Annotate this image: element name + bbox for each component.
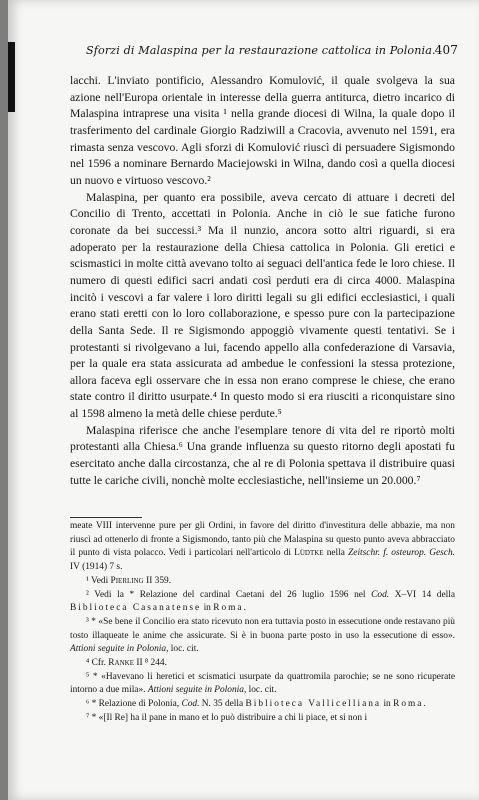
footnote-text: .	[243, 603, 246, 614]
city-name: Roma	[393, 699, 424, 710]
footnote-rule	[70, 517, 142, 518]
footnotes	[70, 520, 455, 726]
author-name: Ranke	[108, 658, 134, 669]
footnote-text: X–VI 14 della	[389, 589, 455, 600]
footnote-3	[70, 616, 455, 657]
footnote-6	[70, 698, 455, 712]
footnote-text: ³ * «Se bene il Concilio era stato ricevuto non era tuttavia posto in essecutione onde restavano più tosto illaqueate le anime che assicurate. Si è in buona parte posto in uso la essecutione di esso».	[70, 616, 455, 641]
book-page	[8, 0, 479, 800]
footnote-text: loc. cit.	[246, 685, 277, 696]
paragraph-3: Malaspina riferisce che anche l'esemplare tenore di vita del re riportò molti protestanti alla Chiesa.⁶ Una grande influenza su questo ritorno degli apostati fu esercitato anche dalla circostanza, che al re di Polonia spettava il distribuire quasi tutte le cariche civili, nonchè molte ecclesiastiche, nell'insieme un 20.000.⁷	[70, 423, 455, 487]
footnote-text: in	[201, 603, 214, 614]
footnote-text: meate VIII intervenne pure per gli Ordini, in favore del diritto d'investitura delle abbazie, ma non riuscì ad ottenerlo di fronte a Sigismondo, tanto più che Malaspina su questo punto aveva abbracciato il punto di vista polacco. Vedi i particolari nell'articolo di	[70, 521, 455, 559]
footnote-text: loc. cit.	[168, 644, 199, 655]
footnote-text: ⁴ Cfr.	[86, 658, 109, 669]
footnote-4	[70, 657, 455, 671]
footnote-text: IV (1914) 7 s.	[70, 562, 123, 573]
paragraph-2: Malaspina, per quanto era possibile, aveva cercato di attuare i decreti del Concilio di Trento, accettati in Polonia. Anche in ciò le sue fatiche furono coronate da bei successi.³ Ma il nunzio, ancora sotto altri riguardi, si era adoperato per la restaurazione della Chiesa cattolica in Polonia. Gli eretici e scismastici in molte città avevano tolto ai seguaci dell'antica fede le loro chiese. Il numero di questi edifici sacri andati così perduti era di circa 4000. Malaspina incitò i vescovi a far valere i loro diritti legali su gli edifici ecclesiastici, i quali erano stati eretti con lo loro collaborazione, e spesso pure con la partecipazione della Santa Sede. Il re Sigismondo appoggiò vivamente questi tentativi. Se i protestanti si rivolgevano a lui, facendo appello alla confederazione di Varsavia, per la quale era stata assicurata ad ambedue le confessioni la stessa protezione, allora faceva egli osservare che in essa non erano comprese le chiese, che erano state contro il diritto usurpate.⁴ In questo modo si era riusciti a riconquistare sino al 1598 almeno la metà delle chiese perdute.⁵	[70, 190, 455, 421]
page-number: 407	[434, 43, 458, 57]
footnote-text: II 359.	[143, 575, 172, 586]
paragraph-1: lacchi. L'inviato pontificio, Alessandro Komulović, il quale svolgeva la sua azione nell'Europa orientale in interesse della guerra antiturca, dietro incarico di Malaspina intraprese una visita ¹ nella grande diocesi di Wilna, la quale dopo il trasferimento del cardinale Giorgio Radziwill a Cracovia, avvenuto nel 1591, era rimasta senza vescovo. Agli sforzi di Komulović riuscì di persuadere Sigismondo nel 1596 a nominare Bernardo Maciejowski in Wilna, dando così a quella diocesi un nuovo e virtuoso vescovo.²	[70, 74, 455, 187]
page-edge-mark	[8, 42, 15, 112]
city-name: Roma	[213, 603, 244, 614]
codex-label: Cod.	[371, 589, 390, 600]
footnote-text: .	[423, 699, 426, 710]
library-name: Biblioteca Vallicelliana	[245, 699, 382, 710]
footnote-text: ⁶ * Relazione di Polonia,	[86, 699, 182, 710]
footnote-text: ² Vedi la * Relazione del cardinal Caetani del 26 luglio 1596 nel	[86, 589, 372, 600]
footnote-text: ¹ Vedi	[86, 575, 111, 586]
footnote-5	[70, 671, 455, 698]
author-name: Lüdtke	[294, 548, 324, 559]
footnote-text: in	[381, 699, 394, 710]
journal-title: Zeitschr. f. osteurop. Gesch.	[348, 548, 455, 559]
footnote-1	[70, 575, 455, 589]
footnote-text: ⁵ * «Havevano li heretici et scismatici usurpate da quattromila parochie; se ne sono ricuperate intorno a due mila».	[70, 671, 455, 696]
source-title: Attioni seguite in Polonia,	[147, 685, 247, 696]
footnote-text: II ⁸ 244.	[133, 658, 167, 669]
running-title: Sforzi di Malaspina per la restaurazione cattolica in Polonia.	[86, 44, 436, 57]
author-name: Pierling	[110, 575, 144, 586]
main-text	[70, 73, 455, 489]
codex-label: Cod.	[181, 699, 200, 710]
footnote-text: nella	[323, 548, 349, 559]
footnote-2	[70, 589, 455, 616]
footnote-7: ⁷ * «[Il Re] ha il pane in mano et lo può distribuire a chi li piace, et si non i	[86, 712, 368, 723]
library-name: Biblioteca Casanatense	[70, 603, 202, 614]
footnote-text: N. 35 della	[199, 699, 246, 710]
footnote-continuation	[70, 520, 455, 575]
source-title: Attioni seguite in Polonia,	[70, 644, 169, 655]
